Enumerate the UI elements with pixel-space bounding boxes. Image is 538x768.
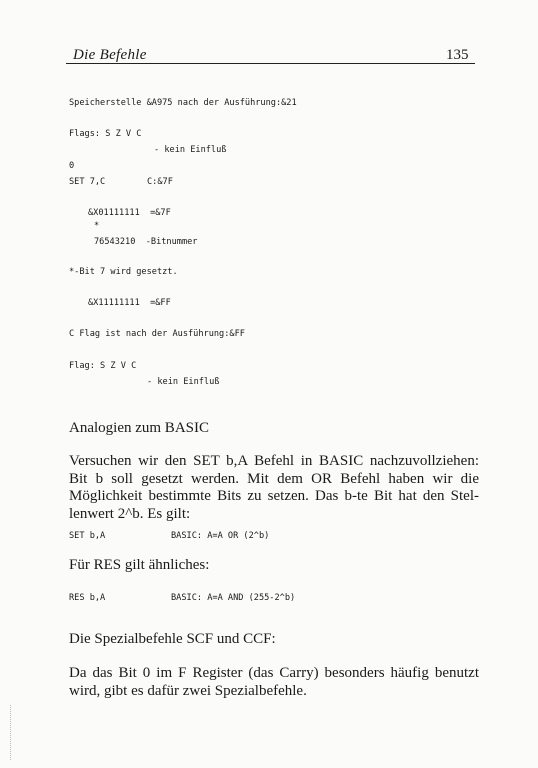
flags2-note: - kein Einfluß xyxy=(147,377,220,387)
bit-numbers: 76543210 -Bitnummer xyxy=(94,237,198,247)
bit7-note: *-Bit 7 wird gesetzt. xyxy=(69,267,178,277)
res-basic-equivalent: BASIC: A=A AND (255-2^b) xyxy=(171,593,296,603)
res-code: RES b,A xyxy=(69,593,106,603)
flags2-label: Flag: S Z V C xyxy=(69,361,137,371)
flags-label: Flags: S Z V C xyxy=(69,129,142,139)
res-intro: Für RES gilt ähnliches: xyxy=(69,557,210,573)
c-flag-line: C Flag ist nach der Ausführung:&FF xyxy=(69,329,245,339)
paragraph-line: Möglichkeit bestimmte Bits zu setzen. Das b-te Bit hat den Stel- xyxy=(69,488,479,504)
zero-value: 0 xyxy=(69,161,75,171)
page-number: 135 xyxy=(446,47,469,63)
binary-before: &X01111111 =&7F xyxy=(88,208,171,218)
paragraph-line: Versuchen wir den SET b,A Befehl in BASIC nachzuvollziehen: xyxy=(69,453,479,469)
flags-note: - kein Einfluß xyxy=(154,145,227,155)
bit-marker: * xyxy=(94,221,100,231)
set-basic-equivalent: BASIC: A=A OR (2^b) xyxy=(171,531,270,541)
set-code: SET b,A xyxy=(69,531,106,541)
paragraph-line: wird, gibt es dafür zwei Spezialbefehle. xyxy=(69,682,307,699)
binary-after: &X11111111 =&FF xyxy=(88,298,171,308)
set-register-value: C:&7F xyxy=(147,177,173,187)
section-heading-basic: Analogien zum BASIC xyxy=(69,420,209,436)
header-rule xyxy=(66,63,475,64)
paragraph-basic xyxy=(69,453,479,523)
section-heading-special: Die Spezialbefehle SCF und CCF: xyxy=(69,631,276,647)
paragraph-line: Bit b soll gesetzt werden. Mit dem OR Befehl haben wir die xyxy=(69,470,479,487)
memory-result-line: Speicherstelle &A975 nach der Ausführung:&21 xyxy=(69,98,297,108)
paragraph-line: lenwert 2^b. Es gilt: xyxy=(69,505,191,522)
scan-margin-marks xyxy=(10,705,15,760)
set-instruction: SET 7,C xyxy=(69,177,106,187)
paragraph-line: Da das Bit 0 im F Register (das Carry) besonders häufig benutzt xyxy=(69,665,479,681)
paragraph-special xyxy=(69,665,479,700)
header-title: Die Befehle xyxy=(73,47,147,63)
